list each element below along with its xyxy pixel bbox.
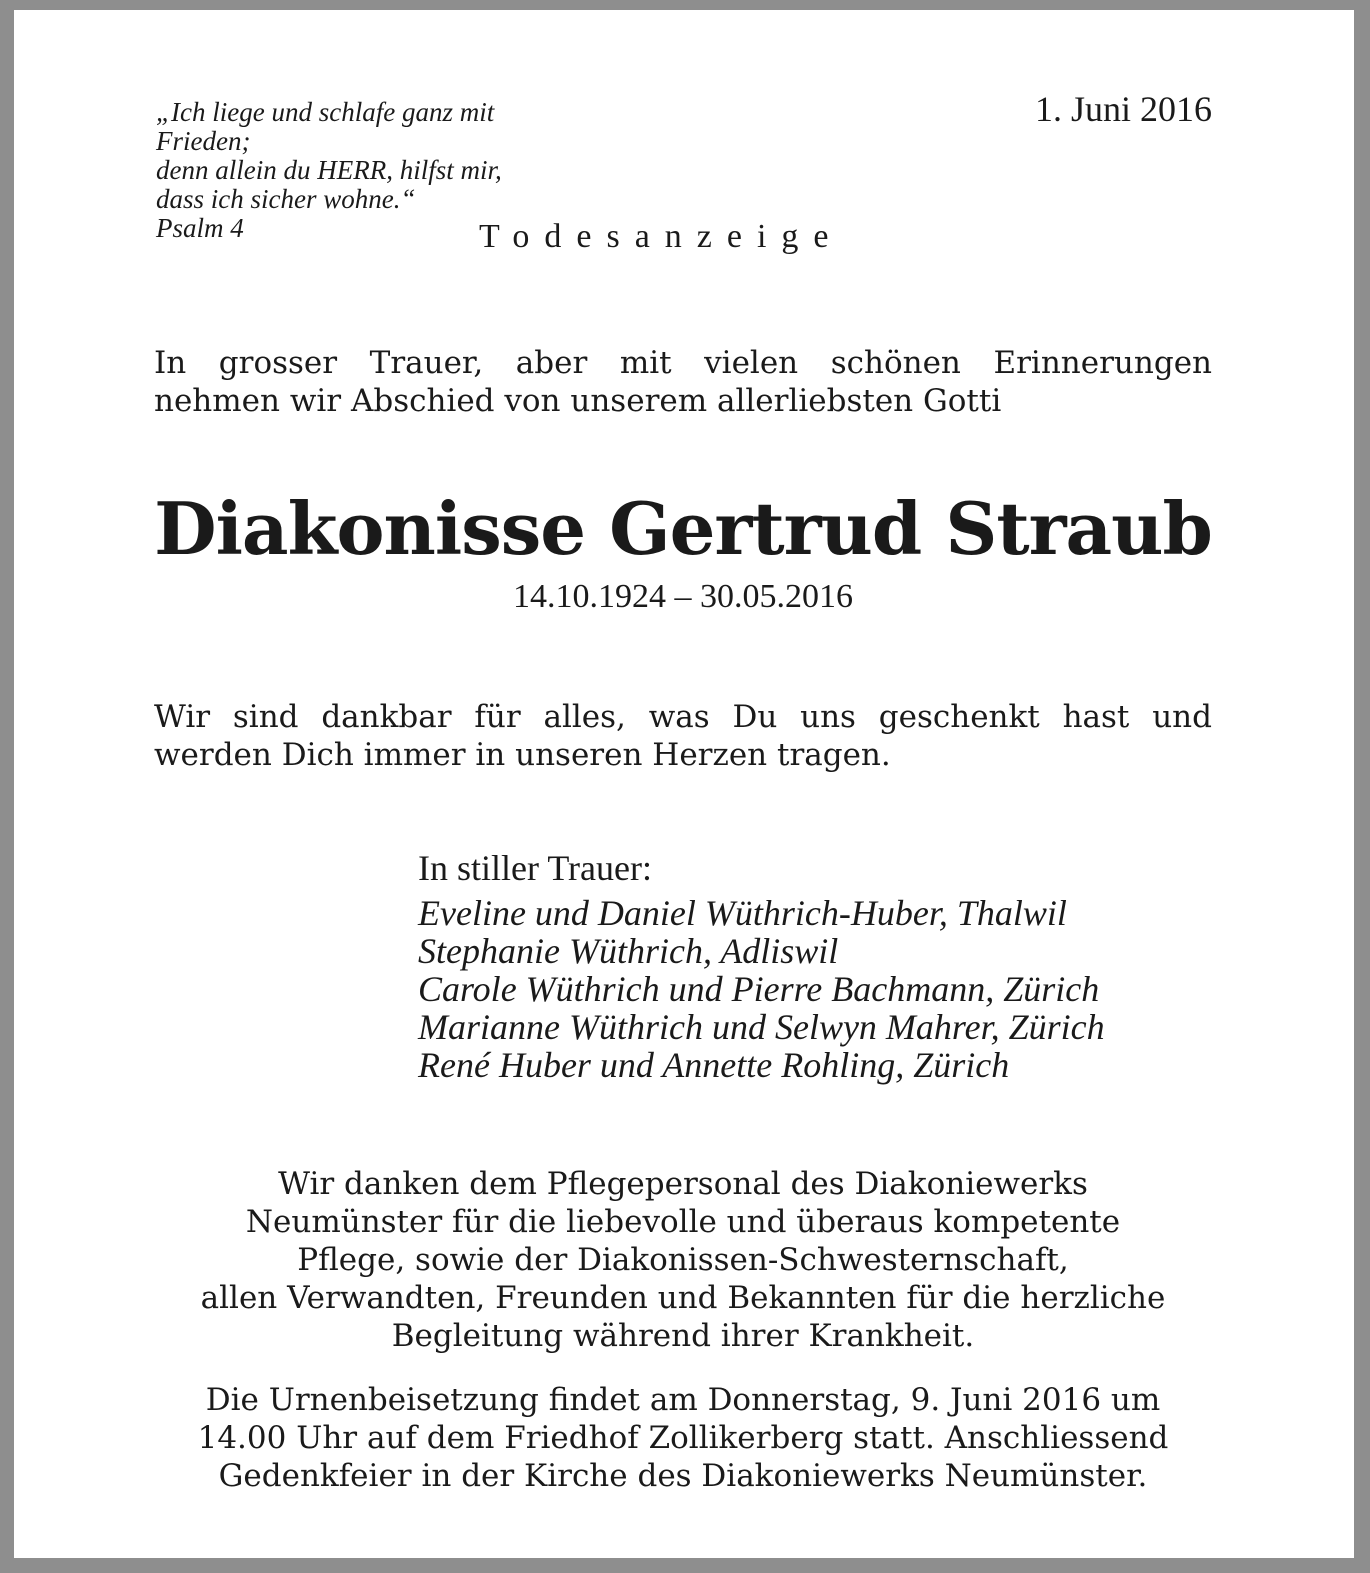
gratitude-paragraph bbox=[154, 698, 1212, 774]
mourners-section bbox=[418, 848, 1105, 1084]
mourner-name: René Huber und Annette Rohling, Zürich bbox=[418, 1045, 1010, 1085]
mourners-label: In stiller Trauer: bbox=[418, 848, 652, 888]
mourner-name: Carole Wüthrich und Pierre Bachmann, Zürich bbox=[418, 969, 1100, 1009]
thanks-line: Wir danken dem Pflegepersonal des Diakoniewerks bbox=[278, 1166, 1088, 1202]
psalm-quote bbox=[156, 98, 502, 243]
psalm-line: denn allein du HERR, hilfst mir, bbox=[156, 155, 502, 185]
intro-paragraph bbox=[154, 344, 1212, 420]
burial-paragraph bbox=[154, 1381, 1212, 1495]
thanks-paragraph bbox=[154, 1165, 1212, 1355]
intro-line: In grosser Trauer, aber mit vielen schönen Erinnerungen bbox=[154, 345, 1212, 381]
burial-line: Gedenkfeier in der Kirche des Diakoniewerks Neumünster. bbox=[218, 1458, 1148, 1494]
psalm-line: „Ich liege und schlafe ganz mit bbox=[156, 97, 495, 127]
mourner-name: Marianne Wüthrich und Selwyn Mahrer, Zürich bbox=[418, 1007, 1105, 1047]
mourners-list bbox=[418, 894, 1105, 1084]
burial-line: 14.00 Uhr auf dem Friedhof Zollikerberg statt. Anschliessend bbox=[197, 1420, 1169, 1456]
obituary-page bbox=[14, 10, 1354, 1558]
psalm-line: Frieden; bbox=[156, 126, 251, 156]
psalm-reference: Psalm 4 bbox=[156, 213, 244, 243]
mourner-name: Stephanie Wüthrich, Adliswil bbox=[418, 931, 839, 971]
notice-title: Todesanzeige bbox=[479, 218, 844, 255]
thanks-line: Pflege, sowie der Diakonissen-Schwesternschaft, bbox=[297, 1242, 1069, 1278]
intro-line: nehmen wir Abschied von unserem allerliebsten Gotti bbox=[154, 383, 1002, 419]
deceased-name: Diakonisse Gertrud Straub bbox=[154, 486, 1212, 571]
thanks-line: Neumünster für die liebevolle und überaus kompetente bbox=[245, 1204, 1121, 1240]
publication-date: 1. Juni 2016 bbox=[1034, 89, 1212, 129]
gratitude-line: werden Dich immer in unseren Herzen tragen. bbox=[154, 737, 891, 773]
burial-line: Die Urnenbeisetzung findet am Donnerstag, 9. Juni 2016 um bbox=[205, 1382, 1161, 1418]
thanks-line: Begleitung während ihrer Krankheit. bbox=[391, 1318, 975, 1354]
gratitude-line: Wir sind dankbar für alles, was Du uns geschenkt hast und bbox=[154, 699, 1212, 735]
mourner-name: Eveline und Daniel Wüthrich-Huber, Thalwil bbox=[418, 893, 1067, 933]
life-dates: 14.10.1924 – 30.05.2016 bbox=[513, 578, 853, 615]
psalm-line: dass ich sicher wohne.“ bbox=[156, 184, 416, 214]
thanks-line: allen Verwandten, Freunden und Bekannten für die herzliche bbox=[200, 1280, 1166, 1316]
